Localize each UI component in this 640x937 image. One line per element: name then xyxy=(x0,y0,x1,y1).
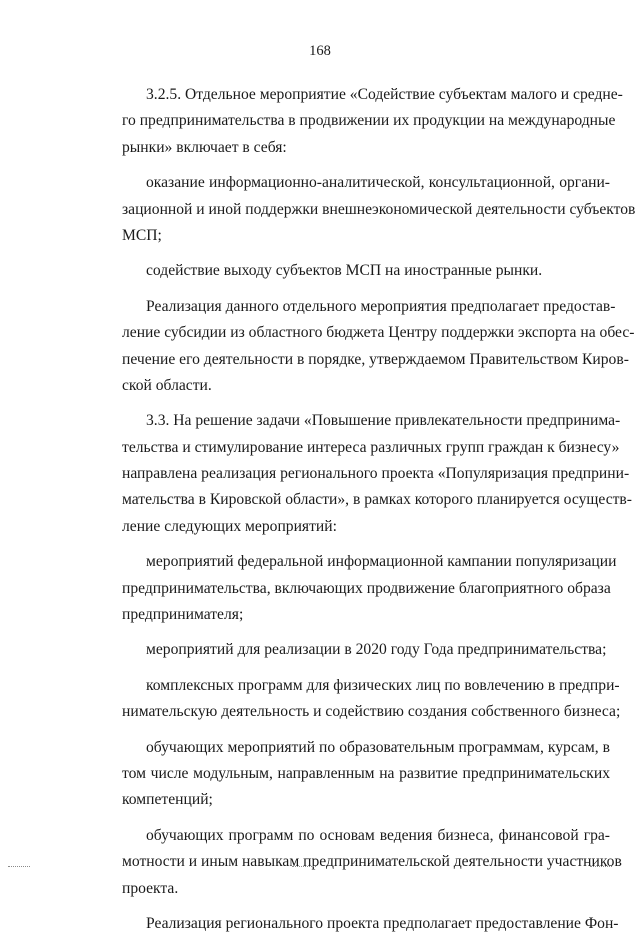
text-line: мероприятий федеральной информационной кампании популяризации xyxy=(146,553,617,571)
text-line: 3.2.5. Отдельное мероприятие «Содействие субъектам малого и средне- xyxy=(146,86,623,103)
text-line: компетенций; xyxy=(122,791,213,809)
text-line: мероприятий для реализации в 2020 году Года предпринимательства; xyxy=(146,641,607,659)
text-line: МСП; xyxy=(122,226,162,244)
text-line: печение его деятельности в порядке, утверждаемом Правительством Киров- xyxy=(122,350,629,368)
text-line: ление следующих мероприятий: xyxy=(122,517,337,535)
text-line: содействие выходу субъектов МСП на иностранные рынки. xyxy=(146,262,543,280)
page-number: 168 xyxy=(309,43,331,59)
text-line: ление субсидии из областного бюджета Центру поддержки экспорта на обес- xyxy=(122,324,635,342)
text-line: обучающих программ по основам ведения бизнеса, финансовой гра- xyxy=(146,826,610,844)
text-line: проекта. xyxy=(122,879,179,897)
text-line: зационной и иной поддержки внешнеэкономической деятельности субъектов xyxy=(122,200,636,218)
text-line: мотности и иным навыкам предпринимательской деятельности участников xyxy=(122,853,622,871)
text-line: мательства в Кировской области», в рамках которого планируется осуществ- xyxy=(122,491,632,509)
text-line: ской области. xyxy=(122,376,212,394)
text-line: обучающих мероприятий по образовательным программам, курсам, в xyxy=(146,738,610,756)
text-line: направлена реализация регионального проекта «Популяризация предприни- xyxy=(122,465,630,483)
scan-artifact-right xyxy=(590,866,612,869)
text-line: том числе модульным, направленным на развитие предпринимательских xyxy=(122,764,610,782)
text-line: Реализация регионального проекта предполагает предоставление Фон- xyxy=(146,914,619,932)
text-line: тельства и стимулирование интереса различных групп граждан к бизнесу» xyxy=(122,438,620,456)
body-text xyxy=(122,82,636,937)
text-line: предпринимателя; xyxy=(122,606,244,624)
text-line: нимательскую деятельность и содействию создания собственного бизнеса; xyxy=(122,703,621,721)
scan-artifact-center xyxy=(292,866,316,869)
text-line: го предпринимательства в продвижении их продукции на международные xyxy=(122,112,616,130)
text-line: Реализация данного отдельного мероприятия предполагает предостав- xyxy=(146,297,616,315)
scan-artifact-left xyxy=(8,866,30,869)
text-line: рынки» включает в себя: xyxy=(122,138,287,156)
text-line: 3.3. На решение задачи «Повышение привлекательности предпринима- xyxy=(146,412,621,430)
text-line: предпринимательства, включающих продвижение благоприятного образа xyxy=(122,579,611,597)
text-line: комплексных программ для физических лиц по вовлечению в предпри- xyxy=(146,676,620,694)
text-line: оказание информационно-аналитической, консультационной, органи- xyxy=(146,174,610,192)
